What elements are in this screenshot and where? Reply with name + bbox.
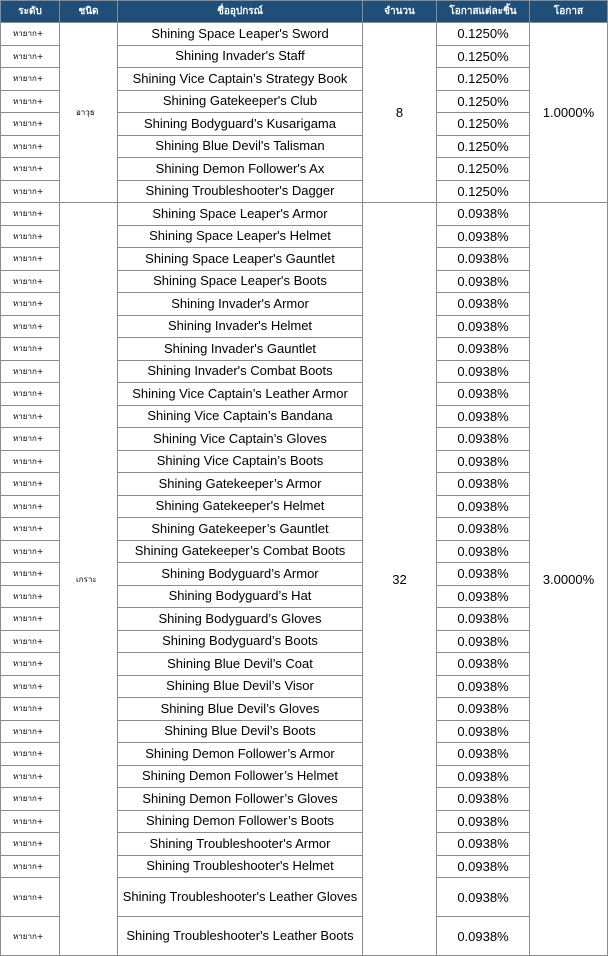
rarity-level: หายาก+: [1, 428, 60, 451]
item-each-chance: 0.0938%: [437, 698, 530, 721]
item-each-chance: 0.0938%: [437, 518, 530, 541]
item-each-chance: 0.0938%: [437, 225, 530, 248]
item-name: Shining Vice Captain’s Strategy Book: [118, 68, 363, 91]
item-each-chance: 0.0938%: [437, 810, 530, 833]
item-name: Shining Bodyguard’s Hat: [118, 585, 363, 608]
item-each-chance: 0.0938%: [437, 855, 530, 878]
item-each-chance: 0.0938%: [437, 765, 530, 788]
item-name: Shining Demon Follower’s Armor: [118, 743, 363, 766]
item-each-chance: 0.1250%: [437, 90, 530, 113]
item-each-chance: 0.0938%: [437, 917, 530, 956]
table-body: [1, 23, 608, 956]
item-each-chance: 0.0938%: [437, 653, 530, 676]
rarity-level: หายาก+: [1, 878, 60, 917]
rarity-level: หายาก+: [1, 45, 60, 68]
header-each-chance: โอกาสแต่ละชิ้น: [437, 1, 530, 23]
item-type: เกราะ: [60, 203, 118, 956]
rarity-level: หายาก+: [1, 405, 60, 428]
item-type: อาวุธ: [60, 23, 118, 203]
rarity-level: หายาก+: [1, 68, 60, 91]
item-name: Shining Bodyguard’s Boots: [118, 630, 363, 653]
rarity-level: หายาก+: [1, 180, 60, 203]
rarity-level: หายาก+: [1, 113, 60, 136]
item-each-chance: 0.1250%: [437, 180, 530, 203]
rarity-level: หายาก+: [1, 473, 60, 496]
rarity-level: หายาก+: [1, 315, 60, 338]
rarity-level: หายาก+: [1, 270, 60, 293]
item-each-chance: 0.0938%: [437, 428, 530, 451]
rarity-level: หายาก+: [1, 630, 60, 653]
item-name: Shining Troubleshooter's Helmet: [118, 855, 363, 878]
item-name: Shining Demon Follower’s Helmet: [118, 765, 363, 788]
item-name: Shining Gatekeeper's Helmet: [118, 495, 363, 518]
item-name: Shining Space Leaper's Gauntlet: [118, 248, 363, 271]
rarity-level: หายาก+: [1, 135, 60, 158]
table-header-row: [1, 1, 608, 23]
item-each-chance: 0.1250%: [437, 158, 530, 181]
header-type: ชนิด: [60, 1, 118, 23]
rarity-level: หายาก+: [1, 833, 60, 856]
item-each-chance: 0.0938%: [437, 203, 530, 226]
item-name: Shining Invader's Helmet: [118, 315, 363, 338]
item-name: Shining Gatekeeper’s Combat Boots: [118, 540, 363, 563]
rarity-level: หายาก+: [1, 360, 60, 383]
item-name: Shining Blue Devil’s Boots: [118, 720, 363, 743]
rarity-level: หายาก+: [1, 810, 60, 833]
header-count: จำนวน: [363, 1, 437, 23]
item-each-chance: 0.1250%: [437, 68, 530, 91]
item-each-chance: 0.0938%: [437, 338, 530, 361]
rarity-level: หายาก+: [1, 248, 60, 271]
item-name: Shining Troubleshooter's Leather Gloves: [118, 878, 363, 917]
item-each-chance: 0.0938%: [437, 315, 530, 338]
item-name: Shining Invader's Armor: [118, 293, 363, 316]
item-name: Shining Bodyguard’s Gloves: [118, 608, 363, 631]
rarity-level: หายาก+: [1, 23, 60, 46]
header-item-name: ชื่ออุปกรณ์: [118, 1, 363, 23]
item-each-chance: 0.0938%: [437, 270, 530, 293]
item-name: Shining Space Leaper's Boots: [118, 270, 363, 293]
item-name: Shining Blue Devil’s Visor: [118, 675, 363, 698]
rarity-level: หายาก+: [1, 765, 60, 788]
rarity-level: หายาก+: [1, 563, 60, 586]
rarity-level: หายาก+: [1, 158, 60, 181]
item-each-chance: 0.0938%: [437, 720, 530, 743]
item-each-chance: 0.0938%: [437, 608, 530, 631]
group-count: 8: [363, 23, 437, 203]
item-name: Shining Demon Follower’s Gloves: [118, 788, 363, 811]
item-each-chance: 0.0938%: [437, 495, 530, 518]
rarity-level: หายาก+: [1, 225, 60, 248]
rarity-level: หายาก+: [1, 675, 60, 698]
rarity-level: หายาก+: [1, 495, 60, 518]
item-name: Shining Invader's Gauntlet: [118, 338, 363, 361]
item-name: Shining Bodyguard’s Armor: [118, 563, 363, 586]
item-name: Shining Gatekeeper’s Gauntlet: [118, 518, 363, 541]
rarity-level: หายาก+: [1, 450, 60, 473]
item-name: Shining Bodyguard’s Kusarigama: [118, 113, 363, 136]
item-name: Shining Troubleshooter's Armor: [118, 833, 363, 856]
item-name: Shining Blue Devil’s Gloves: [118, 698, 363, 721]
item-each-chance: 0.0938%: [437, 248, 530, 271]
item-name: Shining Vice Captain’s Gloves: [118, 428, 363, 451]
item-name: Shining Space Leaper's Sword: [118, 23, 363, 46]
rarity-level: หายาก+: [1, 653, 60, 676]
item-name: Shining Space Leaper's Helmet: [118, 225, 363, 248]
item-name: Shining Invader's Staff: [118, 45, 363, 68]
rarity-level: หายาก+: [1, 720, 60, 743]
group-chance: 3.0000%: [530, 203, 608, 956]
item-name: Shining Gatekeeper’s Armor: [118, 473, 363, 496]
item-name: Shining Vice Captain’s Leather Armor: [118, 383, 363, 406]
table-row: [1, 23, 608, 46]
item-name: Shining Invader's Combat Boots: [118, 360, 363, 383]
item-name: Shining Demon Follower's Ax: [118, 158, 363, 181]
item-name: Shining Vice Captain’s Bandana: [118, 405, 363, 428]
rarity-level: หายาก+: [1, 540, 60, 563]
item-name: Shining Gatekeeper's Club: [118, 90, 363, 113]
rarity-level: หายาก+: [1, 518, 60, 541]
rarity-level: หายาก+: [1, 698, 60, 721]
item-each-chance: 0.0938%: [437, 540, 530, 563]
rarity-level: หายาก+: [1, 917, 60, 956]
item-each-chance: 0.0938%: [437, 383, 530, 406]
item-name: Shining Vice Captain’s Boots: [118, 450, 363, 473]
rarity-level: หายาก+: [1, 203, 60, 226]
item-each-chance: 0.1250%: [437, 45, 530, 68]
item-each-chance: 0.0938%: [437, 473, 530, 496]
item-each-chance: 0.0938%: [437, 833, 530, 856]
item-each-chance: 0.1250%: [437, 135, 530, 158]
item-name: Shining Space Leaper's Armor: [118, 203, 363, 226]
item-each-chance: 0.0938%: [437, 743, 530, 766]
table-row: [1, 203, 608, 226]
rarity-level: หายาก+: [1, 743, 60, 766]
item-each-chance: 0.0938%: [437, 585, 530, 608]
item-name: Shining Blue Devil's Talisman: [118, 135, 363, 158]
item-each-chance: 0.0938%: [437, 450, 530, 473]
header-level: ระดับ: [1, 1, 60, 23]
item-each-chance: 0.1250%: [437, 23, 530, 46]
rarity-level: หายาก+: [1, 293, 60, 316]
rarity-level: หายาก+: [1, 788, 60, 811]
item-each-chance: 0.0938%: [437, 878, 530, 917]
rarity-level: หายาก+: [1, 855, 60, 878]
item-name: Shining Troubleshooter's Leather Boots: [118, 917, 363, 956]
item-each-chance: 0.0938%: [437, 293, 530, 316]
rarity-level: หายาก+: [1, 585, 60, 608]
item-name: Shining Troubleshooter's Dagger: [118, 180, 363, 203]
item-each-chance: 0.0938%: [437, 788, 530, 811]
item-each-chance: 0.0938%: [437, 405, 530, 428]
group-count: 32: [363, 203, 437, 956]
item-each-chance: 0.0938%: [437, 630, 530, 653]
rarity-level: หายาก+: [1, 90, 60, 113]
rarity-level: หายาก+: [1, 338, 60, 361]
item-each-chance: 0.0938%: [437, 675, 530, 698]
item-each-chance: 0.0938%: [437, 360, 530, 383]
item-each-chance: 0.0938%: [437, 563, 530, 586]
header-chance: โอกาส: [530, 1, 608, 23]
item-each-chance: 0.1250%: [437, 113, 530, 136]
rarity-level: หายาก+: [1, 383, 60, 406]
item-name: Shining Blue Devil’s Coat: [118, 653, 363, 676]
group-chance: 1.0000%: [530, 23, 608, 203]
rarity-level: หายาก+: [1, 608, 60, 631]
item-name: Shining Demon Follower’s Boots: [118, 810, 363, 833]
